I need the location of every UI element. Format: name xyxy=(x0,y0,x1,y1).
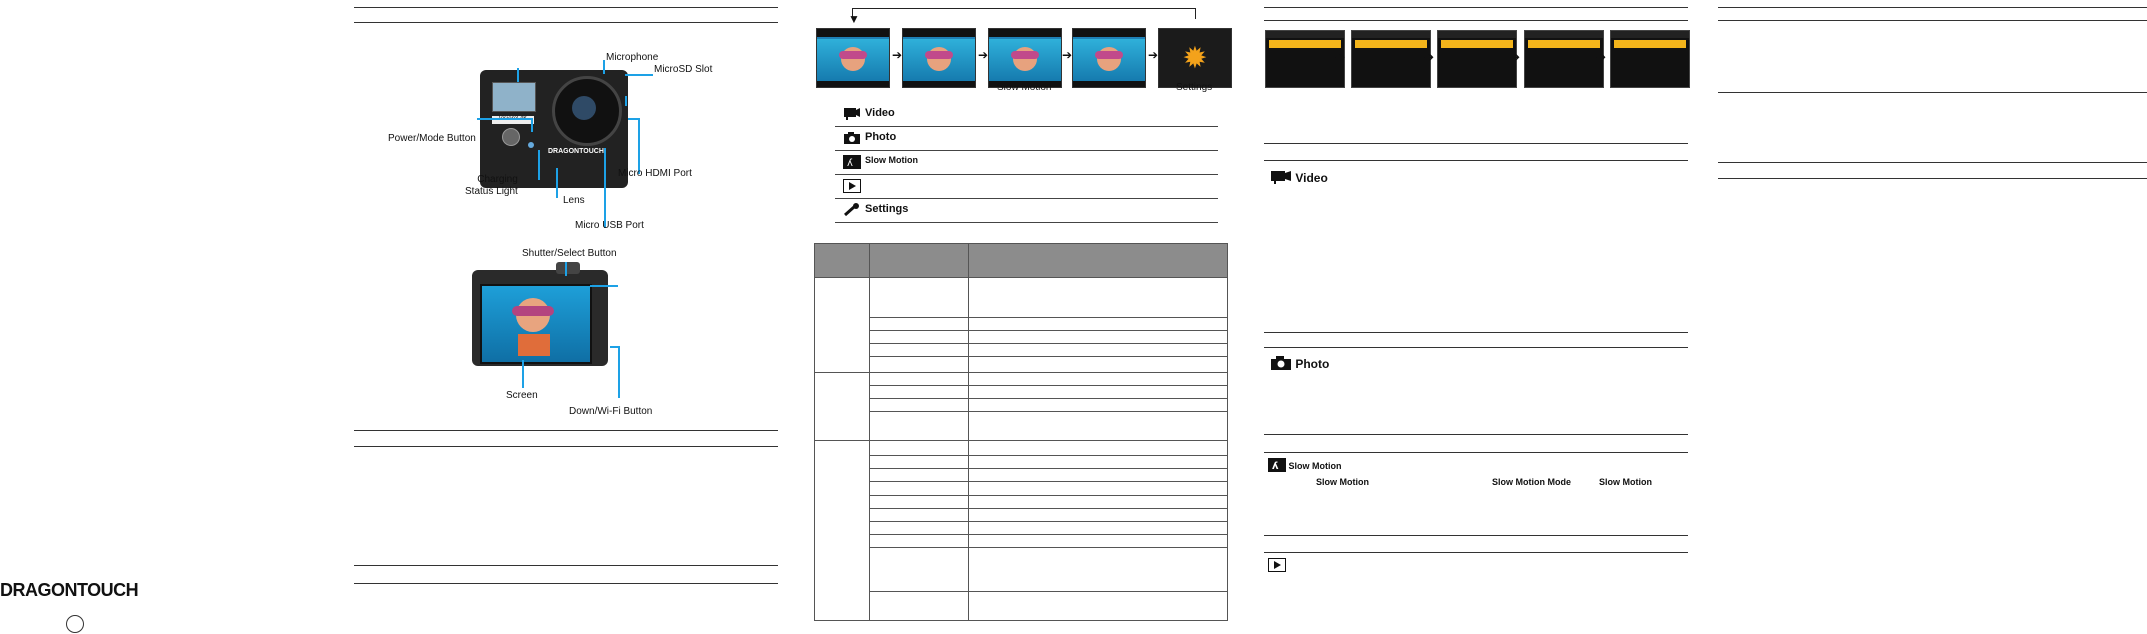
section-rule xyxy=(1264,535,1688,536)
mode-screen-slow-motion xyxy=(988,28,1062,88)
screen-label: Screen xyxy=(506,390,538,401)
flow-label-slow-motion: Slow Motion xyxy=(997,82,1052,93)
section-rule xyxy=(1264,434,1688,435)
charging-status-light-label: Charging Status Light xyxy=(465,174,518,197)
header-rule xyxy=(1718,7,2147,8)
wrench-icon xyxy=(843,203,861,216)
section-slow-motion-heading: ʎ Slow Motion xyxy=(1268,458,1342,472)
arrow-right-icon: ➔ xyxy=(1424,50,1435,64)
slow-motion-icon xyxy=(1268,461,1286,471)
camera-icon xyxy=(843,131,861,144)
section-rule xyxy=(354,430,778,431)
spec-table xyxy=(814,243,1228,621)
svg-text:ʎ: ʎ xyxy=(847,158,853,169)
header-rule xyxy=(1264,7,1688,8)
mode-screen-playback xyxy=(1072,28,1146,88)
settings-menu-screen xyxy=(1265,30,1345,88)
settings-menu-screen xyxy=(1437,30,1517,88)
svg-text:ʎ: ʎ xyxy=(1272,461,1279,472)
down-wifi-button-label: Down/Wi-Fi Button xyxy=(569,406,653,417)
lens-label: Lens xyxy=(563,195,585,206)
slow-motion-term: Slow Motion xyxy=(1316,477,1369,487)
play-icon xyxy=(1268,559,1286,576)
power-mode-button-label: Power/Mode Button xyxy=(388,133,476,144)
slow-motion-mode-term: Slow Motion Mode xyxy=(1492,477,1571,487)
mode-screen-photo xyxy=(902,28,976,88)
arrow-right-icon: ➔ xyxy=(1335,50,1346,64)
header-rule xyxy=(354,22,778,23)
section-rule xyxy=(1264,332,1688,333)
section-rule xyxy=(1264,552,1688,553)
arrow-right-icon: ➔ xyxy=(892,48,903,62)
section-photo-heading: Photo xyxy=(1270,356,1329,371)
flow-label-settings: Settings xyxy=(1176,82,1213,93)
table-row xyxy=(815,440,870,620)
microsd-slot-label: MicroSD Slot xyxy=(654,64,713,75)
video-icon xyxy=(1270,171,1292,185)
settings-menu-screen xyxy=(1524,30,1607,88)
header-rule xyxy=(1264,20,1688,21)
section-rule xyxy=(1264,347,1688,348)
video-icon xyxy=(843,107,861,120)
microphone-label: Microphone xyxy=(606,52,659,63)
section-rule xyxy=(1264,160,1688,161)
mode-screen-video xyxy=(816,28,890,88)
gear-icon: ✹ xyxy=(1182,42,1208,75)
section-rule xyxy=(1264,143,1688,144)
mode-row-video: Video xyxy=(835,102,1218,127)
micro-hdmi-port-label: Micro HDMI Port xyxy=(618,168,692,179)
arrow-right-icon: ➔ xyxy=(978,48,989,62)
mode-row-slow-motion: ʎ Slow Motion xyxy=(835,150,1218,175)
settings-menu-screen xyxy=(1610,30,1690,88)
slow-motion-icon xyxy=(843,155,861,168)
page-circle-mark xyxy=(66,615,84,633)
arrow-right-icon: ➔ xyxy=(1148,48,1159,62)
camera-icon xyxy=(1270,357,1292,371)
camera-back-illustration xyxy=(472,262,610,368)
header-rule xyxy=(1718,20,2147,21)
slow-motion-term: Slow Motion xyxy=(1599,477,1652,487)
mode-row-photo: Photo xyxy=(835,126,1218,151)
micro-usb-port-label: Micro USB Port xyxy=(575,220,644,231)
mode-row-playback xyxy=(835,174,1218,199)
arrow-right-icon: ➔ xyxy=(1596,50,1607,64)
section-playback-heading xyxy=(1268,558,1286,577)
play-icon xyxy=(843,179,861,192)
section-rule xyxy=(1718,178,2147,179)
dragontouch-logo: DRAGONTOUCH xyxy=(0,580,139,600)
mode-row-settings: Settings xyxy=(835,198,1218,223)
table-row xyxy=(815,372,870,440)
settings-menu-screen xyxy=(1351,30,1431,88)
arrow-right-icon: ➔ xyxy=(1062,48,1073,62)
section-rule xyxy=(354,446,778,447)
section-rule xyxy=(1718,92,2147,93)
shutter-select-button-label: Shutter/Select Button xyxy=(522,248,617,259)
section-rule xyxy=(354,583,778,584)
arrow-right-icon: ➔ xyxy=(1510,50,1521,64)
section-rule xyxy=(1718,162,2147,163)
section-rule xyxy=(1264,452,1688,453)
section-video-heading: Video xyxy=(1270,170,1328,185)
header-rule xyxy=(354,7,778,8)
table-row xyxy=(815,278,870,373)
camera-front-illustration: DRAGONTOUCH xyxy=(480,62,630,192)
mode-screen-settings xyxy=(1158,28,1232,88)
section-rule xyxy=(354,565,778,566)
